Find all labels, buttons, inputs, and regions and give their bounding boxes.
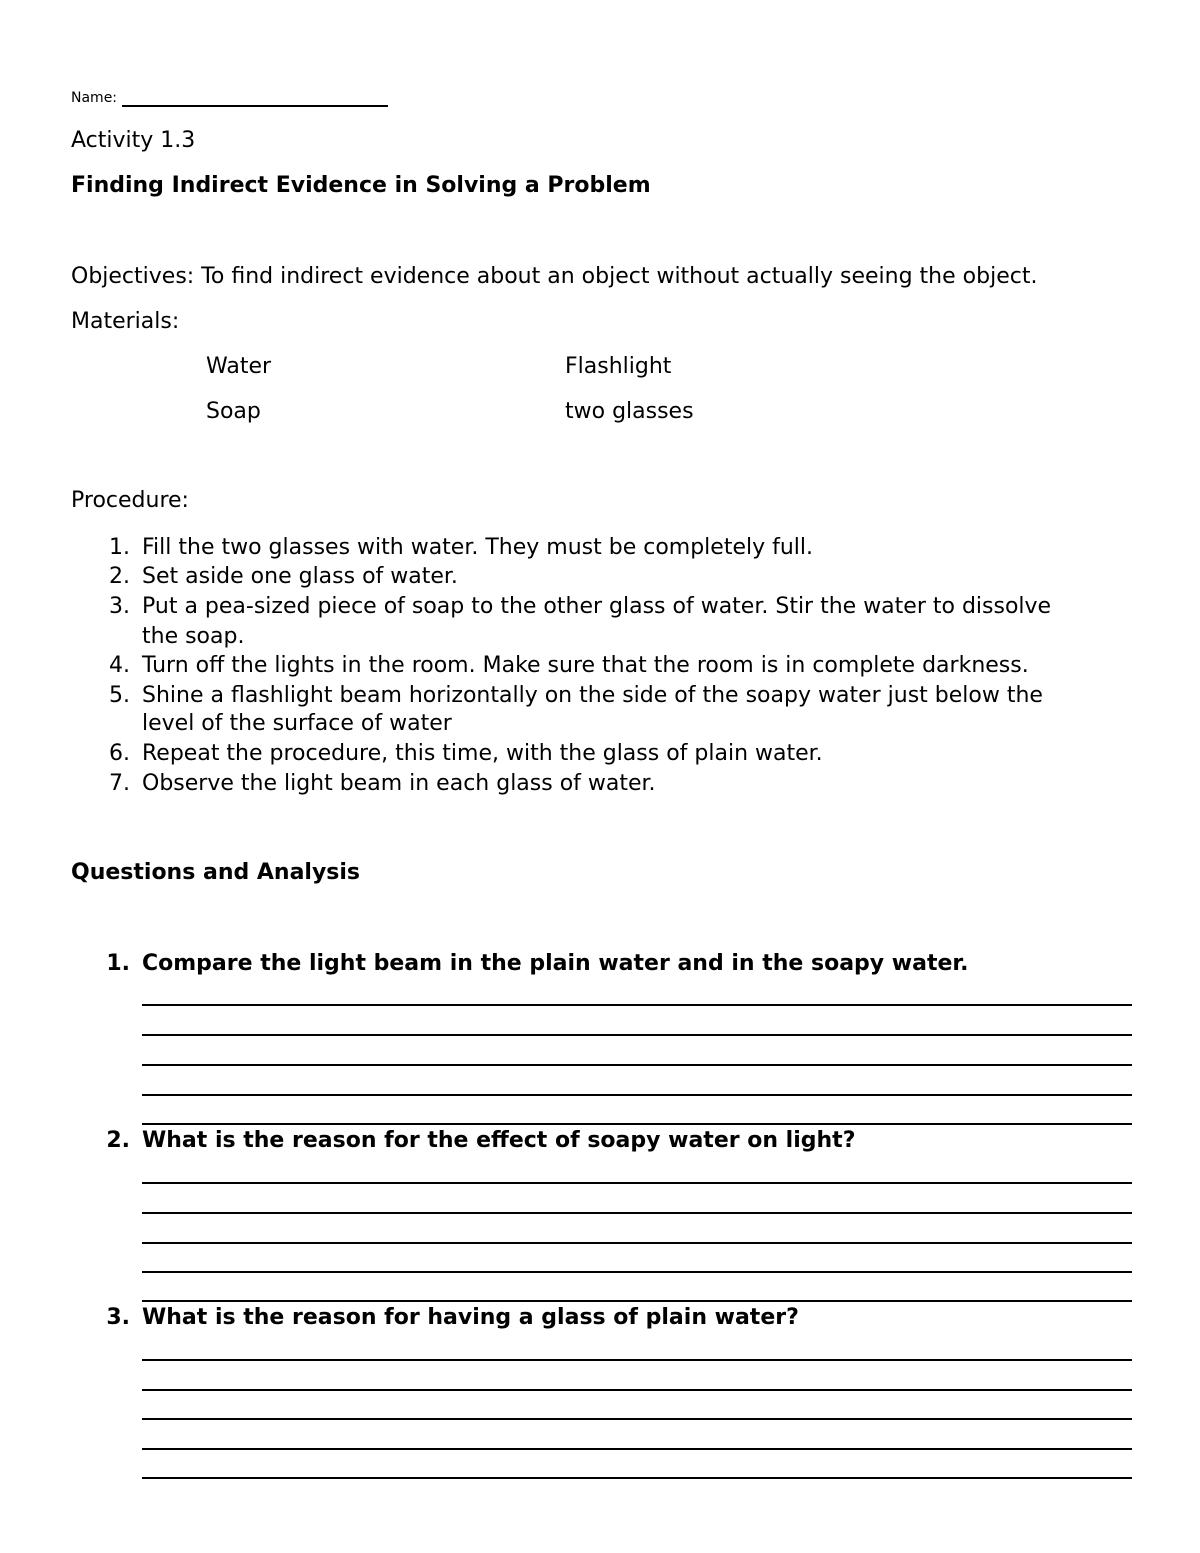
answer-line[interactable] [142,1004,1132,1006]
answer-line[interactable] [142,1448,1132,1450]
procedure-step: Fill the two glasses with water. They must be completely full. [142,535,814,560]
answer-line[interactable] [142,1389,1132,1391]
procedure-step: Repeat the procedure, this time, with the glass of plain water. [142,741,823,766]
question-number: 3. [106,1305,130,1330]
material-item: Water [206,354,272,379]
step-number: 3. [109,594,130,619]
activity-number: Activity 1.3 [71,128,196,153]
material-item: two glasses [565,399,694,424]
name-label: Name: [71,90,118,106]
answer-line[interactable] [142,1212,1132,1214]
procedure-step: Set aside one glass of water. [142,564,458,589]
material-item: Flashlight [565,354,672,379]
answer-line[interactable] [142,1182,1132,1184]
answer-line[interactable] [142,1477,1132,1479]
answer-line[interactable] [142,1123,1132,1125]
answer-line[interactable] [142,1418,1132,1420]
answer-line[interactable] [142,1271,1132,1273]
name-blank-line[interactable] [122,105,388,107]
step-number: 4. [109,653,130,678]
step-number: 1. [109,535,130,560]
procedure-step: Turn off the lights in the room. Make sure that the room is in complete darkness. [142,653,1029,678]
question-number: 2. [106,1128,130,1153]
material-item: Soap [206,399,261,424]
question-number: 1. [106,951,130,976]
answer-line[interactable] [142,1242,1132,1244]
question-text: Compare the light beam in the plain water and in the soapy water. [142,951,969,976]
materials-label: Materials: [71,309,180,334]
questions-section-title: Questions and Analysis [71,860,361,885]
step-number: 6. [109,741,130,766]
procedure-step: Put a pea-sized piece of soap to the other glass of water. Stir the water to dissolve [142,594,1052,619]
answer-line[interactable] [142,1064,1132,1066]
worksheet-title: Finding Indirect Evidence in Solving a Problem [71,173,651,198]
procedure-label: Procedure: [71,488,189,513]
answer-line[interactable] [142,1359,1132,1361]
procedure-step-continued: level of the surface of water [142,711,452,736]
procedure-step-continued: the soap. [142,624,245,649]
procedure-step: Observe the light beam in each glass of water. [142,771,656,796]
procedure-step: Shine a flashlight beam horizontally on the side of the soapy water just below the [142,683,1043,708]
objectives-text: Objectives: To find indirect evidence about an object without actually seeing the object. [71,264,1038,289]
answer-line[interactable] [142,1094,1132,1096]
question-text: What is the reason for the effect of soapy water on light? [142,1128,856,1153]
answer-line[interactable] [142,1034,1132,1036]
question-text: What is the reason for having a glass of plain water? [142,1305,799,1330]
step-number: 2. [109,564,130,589]
step-number: 7. [109,771,130,796]
answer-line[interactable] [142,1300,1132,1302]
step-number: 5. [109,683,130,708]
